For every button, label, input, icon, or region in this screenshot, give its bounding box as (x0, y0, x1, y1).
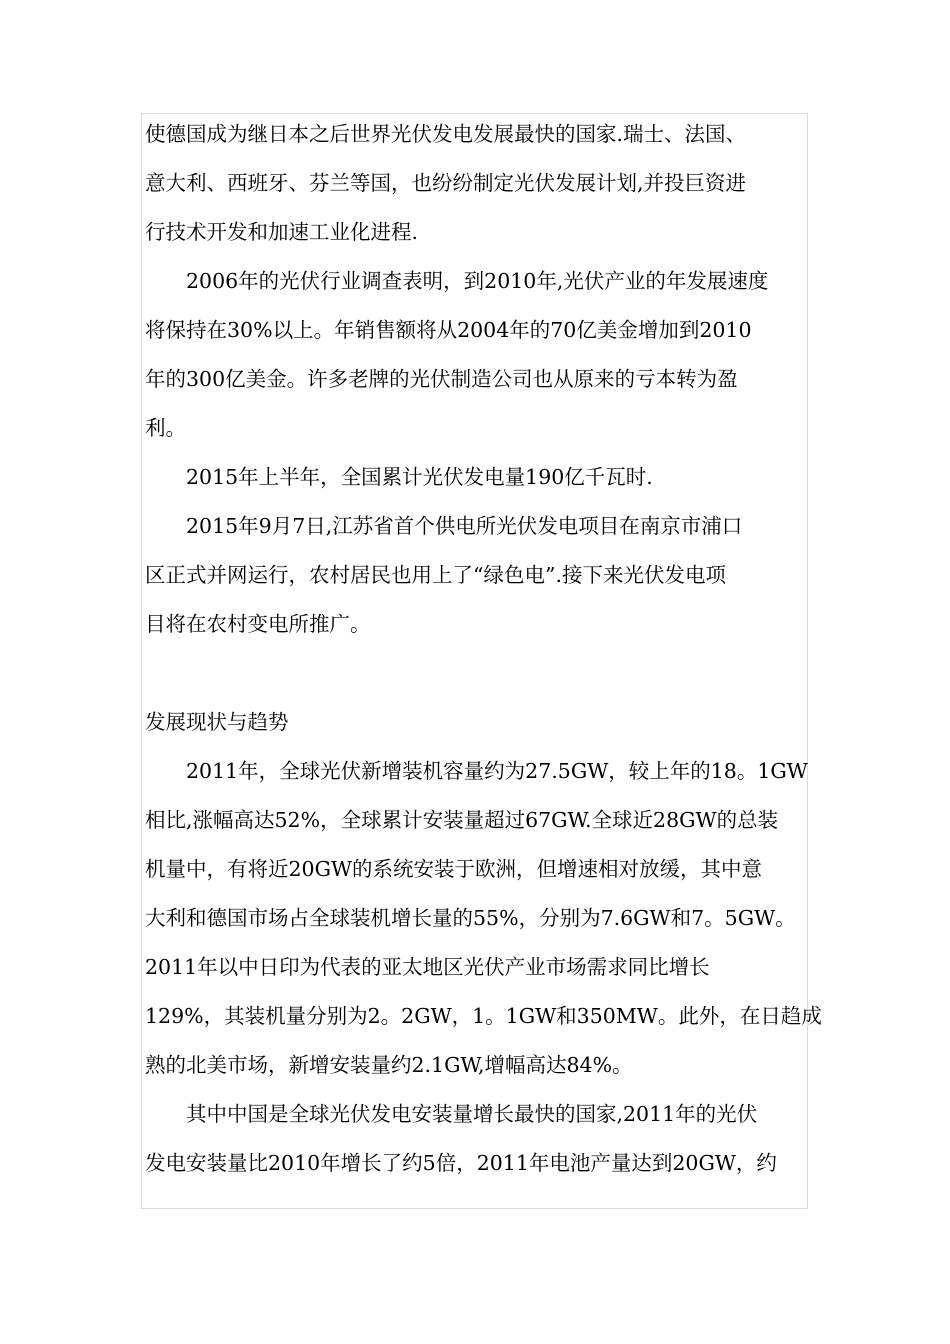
text-line: 2006年的光伏行业调查表明，到2010年,光伏产业的年发展速度 (145, 269, 769, 293)
section-title: 发展现状与趋势 (145, 710, 289, 734)
paragraph (145, 502, 811, 649)
text-line: 行技术开发和加速工业化进程. (145, 220, 419, 244)
text-line: 129%，其装机量分别为2。2GW，1。1GW和350MW。此外，在日趋成 (145, 1004, 822, 1028)
text-line: 利。 (145, 416, 186, 440)
paragraph (145, 747, 822, 1090)
text-line: 区正式并网运行，农村居民也用上了“绿色电”.接下来光伏发电项 (145, 563, 726, 587)
text-line: 相比,涨幅高达52%，全球累计安装量超过67GW.全球近28GW的总装 (145, 808, 779, 832)
document-body (145, 110, 822, 1188)
paragraph (145, 453, 811, 502)
paragraph (145, 110, 811, 257)
paragraph (145, 257, 811, 453)
text-line: 使德国成为继日本之后世界光伏发电发展最快的国家.瑞士、法国、 (145, 122, 747, 146)
text-line: 2011年以中日印为代表的亚太地区光伏产业市场需求同比增长 (145, 955, 710, 979)
text-line: 机量中，有将近20GW的系统安装于欧洲，但增速相对放缓，其中意 (145, 857, 763, 881)
text-line: 发电安装量比2010年增长了约5倍，2011年电池产量达到20GW，约 (145, 1151, 777, 1175)
text-line: 将保持在30%以上。年销售额将从2004年的70亿美金增加到2010 (145, 318, 752, 342)
paragraph (145, 1090, 811, 1188)
blank-line (145, 649, 811, 698)
text-line: 意大利、西班牙、芬兰等国，也纷纷制定光伏发展计划,并投巨资进 (145, 171, 747, 195)
text-line: 2011年，全球光伏新增装机容量约为27.5GW，较上年的18。1GW (145, 759, 808, 783)
section-heading (145, 698, 811, 747)
text-line: 2015年9月7日,江苏省首个供电所光伏发电项目在南京市浦口 (145, 514, 743, 538)
text-line: 其中中国是全球光伏发电安装量增长最快的国家,2011年的光伏 (145, 1102, 758, 1126)
text-line: 目将在农村变电所推广。 (145, 612, 371, 636)
text-line: 熟的北美市场，新增安装量约2.1GW,增幅高达84%。 (145, 1053, 633, 1077)
text-line: 2015年上半年，全国累计光伏发电量190亿千瓦时. (145, 465, 653, 489)
text-line: 大利和德国市场占全球装机增长量的55%，分别为7.6GW和7。5GW。 (145, 906, 796, 930)
text-line: 年的300亿美金。许多老牌的光伏制造公司也从原来的亏本转为盈 (145, 367, 738, 391)
